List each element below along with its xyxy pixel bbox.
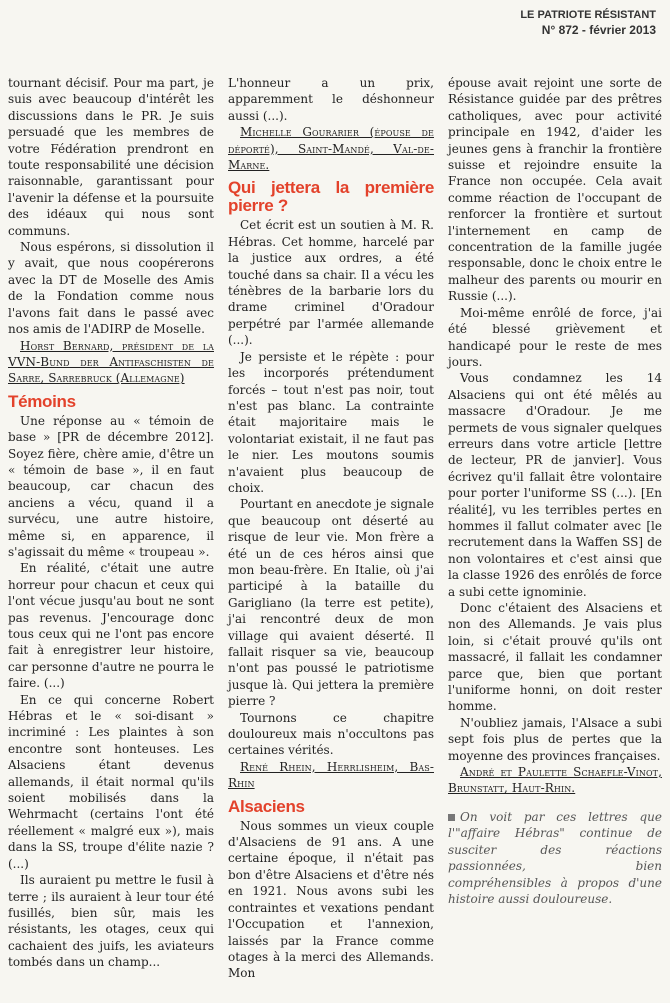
square-bullet-icon bbox=[448, 814, 455, 821]
paragraph: Moi-même enrôlé de force, j'ai été blessé grièvement et handicapé pour le reste de mes jours. bbox=[448, 305, 662, 369]
paragraph: tournant décisif. Pour ma part, je suis avec beaucoup d'intérêt les discussions dans le PR. Je suis persuadé que les membres de votre Fédération prendront en toute responsabilité une décision raisonnable, garantissant pour l'avenir la défense et la poursuite des idéaux qui nous sont communs. bbox=[8, 76, 214, 238]
paragraph: Ils auraient pu mettre le fusil à terre ; ils auraient à leur tour été fusillés, bien sûr, mais les résistants, les otages, ceux qui cachaient des juifs, les aviateurs tombés dans un champ... bbox=[8, 873, 214, 970]
author-signature: René Rhein, Herrlisheim, Bas-Rhin bbox=[228, 759, 434, 791]
column-1 bbox=[8, 75, 214, 971]
paragraph: Tournons ce chapitre douloureux mais n'occultons pas certaines vérités. bbox=[228, 710, 434, 758]
column-3 bbox=[448, 75, 662, 907]
author-signature: André et Paulette Schaefle-Vinot, Brunstatt, Haut-Rhin. bbox=[448, 765, 662, 796]
section-heading-premiere-pierre: Qui jettera la première pierre ? bbox=[228, 178, 434, 216]
paragraph: Vous condamnez les 14 Alsaciens qui ont été mêlés au massacre d'Oradour. Je me permets de vous signaler quelques erreurs dans votre article [lettre de lecteur, PR de janvier]. Vous écrivez qu'il fallait être volontaire pour porter l'uniforme SS (...). [En réalité], vu les terribles pertes en hommes il fallut colmater avec [le recrutement dans la Waffen SS] de non volontaires et c'est ainsi que la classe 1926 des enrôlés de force a subi cette ignominie. bbox=[448, 371, 662, 599]
paragraph: épouse avait rejoint une sorte de Résistance guidée par des prêtres catholiques, avec pour activité principale en 1942, d'aider les jeunes gens à franchir la frontière suisse et rejoindre ensuite la France non occupée. Cela avait comme réaction de l'occupant de renforcer la frontière et surtout l'internement en camp de concentration de la famille jugée responsable, donc le choix entre le malheur des parents ou mourir en Russie (...). bbox=[448, 76, 662, 304]
column-2 bbox=[228, 75, 434, 982]
editorial-note bbox=[448, 809, 662, 907]
paragraph: N'oubliez jamais, l'Alsace a subi sept fois plus de pertes que la moyenne des provinces françaises. bbox=[448, 715, 662, 763]
paragraph: Je persiste et le répète : pour les incorporés prétendument forcés – tout n'est pas noir, tout n'est pas blanc. La contrainte était majoritaire mais le volontariat existait, il ne faut pas le nier. Les moutons soumis n'avaient plus beaucoup de choix. bbox=[228, 349, 434, 495]
issue-number: N° 872 - février 2013 bbox=[541, 23, 656, 37]
paragraph: Donc c'étaient des Alsaciens et non des Allemands. Je vais plus loin, si c'était prouvé qu'ils ont massacré, il fallait les condamner parce que, bien que portant l'uniforme honni, on doit rester homme. bbox=[448, 601, 662, 714]
publication-title: LE PATRIOTE RÉSISTANT bbox=[520, 9, 656, 21]
editorial-note-text: On voit par ces lettres que l'"affaire Hébras" continue de susciter des réactions passionnées, bien compréhensibles à propos d'une histoire aussi douloureuse. bbox=[448, 809, 662, 906]
author-signature: Michelle Gourarier (épouse de déporté), Saint-Mandé, Val-de-Marne. bbox=[228, 125, 434, 173]
author-signature: Horst Bernard, président de la VVN-Bund der Antifaschisten de Sarre, Sarrebruck (Allemagne) bbox=[8, 338, 214, 386]
page-header bbox=[520, 8, 656, 38]
paragraph: Nous espérons, si dissolution il y avait, que nous coopérerons avec la DT de Moselle des Amis de la Fondation comme nous l'avons fait dans le passé avec nos amis de l'ADIRP de Moselle. bbox=[8, 240, 214, 337]
paragraph: Pourtant en anecdote je signale que beaucoup ont déserté au risque de leur vie. Mon frère a été un de ces héros ainsi que mon beau-frère. En Italie, où j'ai participé à la bataille du Garigliano (la terre est petite), j'ai rencontré deux de mon village qui avaient déserté. Il fallait risquer sa vie, beaucoup n'ont pas poussé le patriotisme jusque là. Qui jettera la première pierre ? bbox=[228, 497, 434, 709]
section-heading-temoins: Témoins bbox=[8, 391, 76, 411]
paragraph: L'honneur a un prix, apparemment le déshonneur aussi (...). bbox=[228, 76, 434, 123]
section-heading-alsaciens: Alsaciens bbox=[228, 796, 305, 816]
paragraph: En ce qui concerne Robert Hébras et le « soi-disant » incriminé : Les plaintes à son encontre sont honteuses. Les Alsaciens étant devenus allemands, il était normal qu'ils soient mobilisés dans la Wehrmacht (certains l'ont été réellement « malgré eux »), mais dans la SS, troupe d'élite nazie ? (...) bbox=[8, 692, 214, 871]
paragraph: Nous sommes un vieux couple d'Alsaciens de 91 ans. A une certaine époque, il n'était pas bon d'être Alsaciens et d'être nés en 1921. Nous avons subi les contraintes et vexations pendant l'Occupation et l'annexion, laissés par la France comme otages à la merci des Allemands. Mon bbox=[228, 818, 434, 981]
paragraph: Une réponse au « témoin de base » [PR de décembre 2012]. Soyez fière, chère amie, d'être un « témoin de base », il en faut beaucoup, car chacun des anciens a vécu, quand il a survécu, une autre histoire, même si, en apparence, il s'agissait du même « troupeau ». bbox=[8, 413, 214, 559]
paragraph: Cet écrit est un soutien à M. R. Hébras. Cet homme, harcelé par la justice aux ordres, a été touché dans sa chair. Il a vécu les ténèbres de la barbarie lors du drame criminel d'Oradour perpétré par l'armée allemande (...). bbox=[228, 218, 434, 348]
paragraph: En réalité, c'était une autre horreur pour chacun et ceux qui l'ont vécue jusqu'au bout ne sont pas revenus. J'encourage donc tous ceux qui ne l'ont pas encore fait à enregistrer leur histoire, car personne d'autre ne pourra le faire. (...) bbox=[8, 561, 214, 691]
